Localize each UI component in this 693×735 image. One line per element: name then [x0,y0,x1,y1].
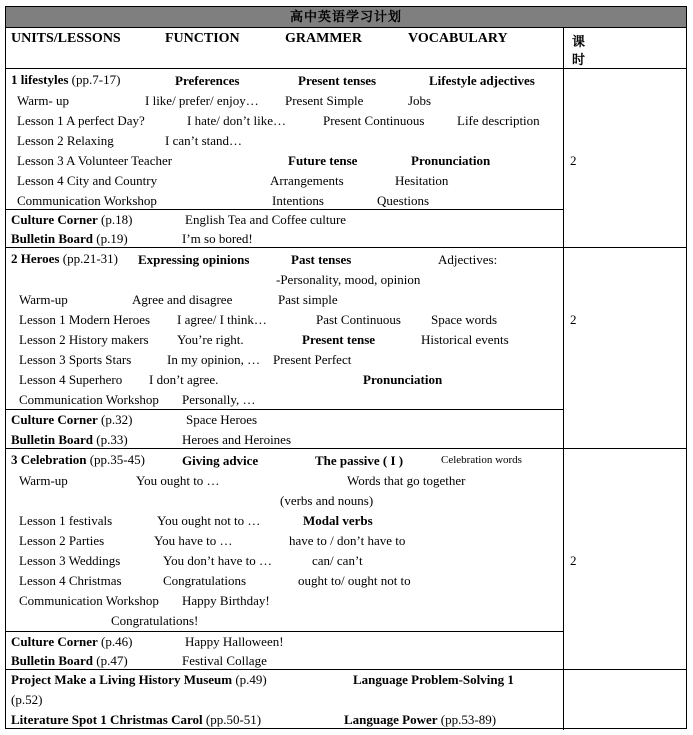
lesson-grammar: Present tense [302,332,376,347]
lesson-grammar: Past simple [278,292,338,307]
unit-1-vocabulary: Lifestyle adjectives [429,73,535,88]
lesson-vocabulary: Jobs [408,93,432,108]
literature-spot: Literature Spot 1 Christmas Carol (pp.50-51) [11,712,262,727]
bulletin-board: Bulletin Board (p.47) [11,653,128,668]
bulletin-board: Bulletin Board (p.19) [11,231,128,246]
lesson-function: Personally, … [182,392,256,407]
lesson-function: In my opinion, … [167,352,261,367]
unit-3-extras [6,631,563,670]
header-hours-2: 时 [572,52,586,67]
unit-2-row [6,248,686,449]
unit-1-grammar: Present tenses [298,73,377,88]
unit-2-grammar: Past tenses [291,252,352,267]
lesson-name: Communication Workshop [19,392,159,407]
lesson-vocabulary: Words that go together [347,473,466,488]
unit-2-vocabulary: Adjectives: [438,252,498,267]
unit-1-extras [6,209,563,248]
lesson-name: Lesson 3 A Volunteer Teacher [17,153,173,168]
unit-1-pages: (pp.7-17) [71,72,121,87]
lesson-grammar: Intentions [272,193,324,208]
culture-corner: Culture Corner (p.32) [11,412,133,427]
header-row [6,28,686,69]
lesson-function: I can’t stand… [165,133,243,148]
table-title: 高中英语学习计划 [6,7,686,28]
unit-1-function: Preferences [175,73,240,88]
header-vocabulary: VOCABULARY [408,31,508,46]
lesson-name: Communication Workshop [17,193,157,208]
lesson-grammar: can/ can’t [312,553,363,568]
lesson-vocabulary: Pronunciation [363,372,443,387]
lesson-name: Lesson 2 Relaxing [17,133,114,148]
lesson-grammar: Arrangements [270,173,344,188]
lesson-grammar: have to / don’t have to [289,533,406,548]
header-grammar: GRAMMER [285,31,362,46]
language-problem-solving: Language Problem-Solving 1 [353,672,514,687]
extras-row [6,670,686,730]
lesson-vocabulary: Historical events [421,332,509,347]
lesson-function: I like/ prefer/ enjoy… [145,93,259,108]
extras-hours [563,670,686,730]
unit-2-vocabulary-sub: -Personality, mood, opinion [276,272,421,287]
header-function: FUNCTION [165,31,240,46]
lesson-grammar: Modal verbs [303,513,373,528]
lesson-function: You don’t have to … [163,553,272,568]
unit-2-lessons [6,248,563,409]
unit-3-hours: 2 [570,553,577,568]
culture-corner: Culture Corner (p.46) [11,634,133,649]
unit-3-grammar: The passive ( I ) [315,453,404,468]
project: Project Make a Living History Museum (p.49) [11,672,267,687]
header-hours-1: 课 [572,34,586,49]
lesson-name: Lesson 4 Christmas [19,573,122,588]
bulletin-board-title: Heroes and Heroines [182,432,292,447]
lesson-grammar: ought to/ ought not to [298,573,411,588]
bulletin-board: Bulletin Board (p.33) [11,432,128,447]
unit-3-function: Giving advice [182,453,259,468]
lesson-name: Lesson 2 History makers [19,332,149,347]
unit-2-name: 2 Heroes [11,251,60,266]
culture-corner: Culture Corner (p.18) [11,212,133,227]
lesson-grammar: Present Continuous [323,113,425,128]
lesson-function: You ought to … [136,473,220,488]
lesson-vocabulary: Questions [377,193,429,208]
lesson-grammar: Present Perfect [273,352,352,367]
lesson-grammar: Past Continuous [316,312,401,327]
lesson-function: I don’t agree. [149,372,219,387]
unit-3-row [6,449,686,670]
lesson-function: You’re right. [177,332,244,347]
culture-corner-title: Space Heroes [186,412,258,427]
lesson-name: Lesson 1 festivals [19,513,113,528]
header-units: UNITS/LESSONS [11,31,121,46]
unit-3-name: 3 Celebration [11,452,87,467]
lesson-name: Lesson 2 Parties [19,533,105,548]
lesson-name: Warm- up [17,93,70,108]
lesson-name: Warm-up [19,473,68,488]
lesson-name: Lesson 1 A perfect Day? [17,113,145,128]
unit-3-pages: (pp.35-45) [89,452,145,467]
lesson-function: I hate/ don’t like… [187,113,287,128]
unit-3-lessons [6,449,563,631]
lesson-grammar: Future tense [288,153,358,168]
lesson-function: You have to … [154,533,233,548]
lesson-function: You ought not to … [157,513,261,528]
culture-corner-title: Happy Halloween! [185,634,284,649]
lesson-grammar: (verbs and nouns) [280,493,374,508]
lesson-name: Communication Workshop [19,593,159,608]
lesson-grammar: Present Simple [285,93,364,108]
lesson-name: Lesson 1 Modern Heroes [19,312,151,327]
culture-corner-title: English Tea and Coffee culture [185,212,347,227]
lesson-function: Happy Birthday! [182,593,270,608]
unit-1-row [6,69,686,248]
unit-1-lessons [6,69,563,209]
unit-1-hours: 2 [570,153,577,168]
lesson-function: Congratulations [163,573,247,588]
unit-2-function: Expressing opinions [138,252,250,267]
study-plan-table [5,6,687,729]
language-problem-solving-page: (p.52) [11,692,43,707]
lesson-name: Lesson 4 Superhero [19,372,123,387]
bulletin-board-title: Festival Collage [182,653,267,668]
unit-1-name: 1 lifestyles [11,72,69,87]
lesson-name: Lesson 3 Sports Stars [19,352,132,367]
unit-2-pages: (pp.21-31) [62,251,118,266]
unit-2-extras [6,409,563,449]
language-power: Language Power (pp.53-89) [344,712,497,727]
lesson-vocabulary: Hesitation [395,173,449,188]
lesson-function: Agree and disagree [132,292,233,307]
unit-3-vocabulary: Celebration words [441,454,522,466]
lesson-vocabulary: Life description [457,113,540,128]
unit-2-hours: 2 [570,312,577,327]
lesson-function: I agree/ I think… [177,312,267,327]
bulletin-board-title: I’m so bored! [182,231,253,246]
lesson-name: Warm-up [19,292,68,307]
lesson-vocabulary: Space words [431,312,498,327]
lesson-name: Lesson 3 Weddings [19,553,121,568]
lesson-name: Lesson 4 City and Country [17,173,158,188]
lesson-function: Congratulations! [111,613,199,628]
lesson-vocabulary: Pronunciation [411,153,491,168]
